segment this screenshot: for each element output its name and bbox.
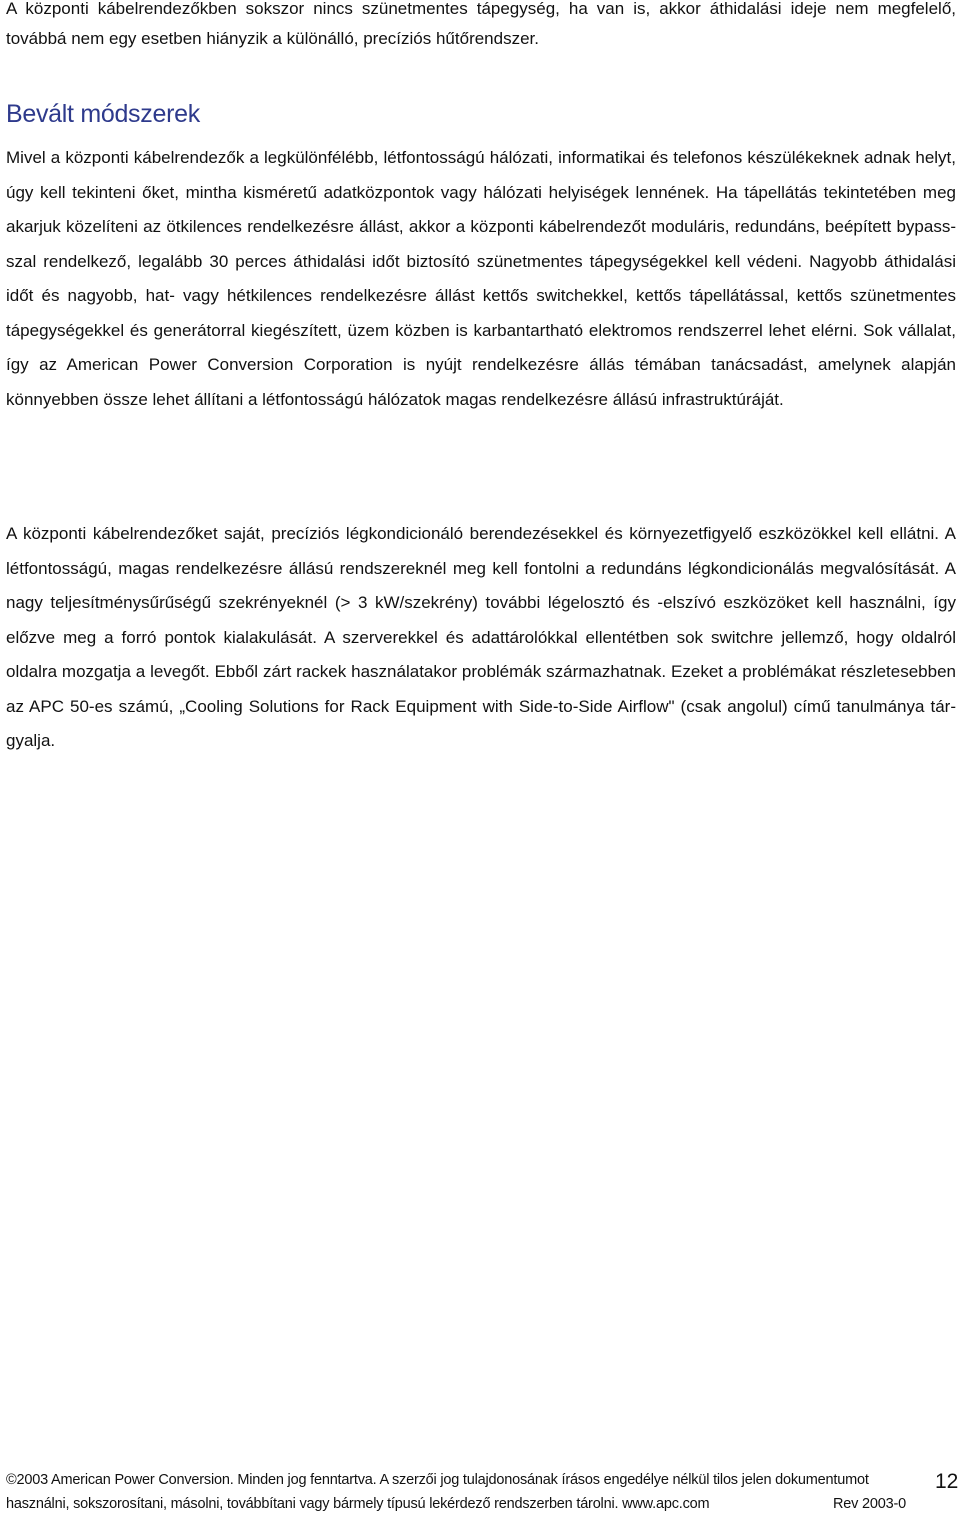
usage-line — [6, 1492, 906, 1516]
usage-text: használni, sokszorosítani, másolni, továbbítani vagy bármely típusú lekérdező rendszerben tárolni. www.apc.com — [6, 1496, 710, 1512]
copyright-line — [6, 1468, 906, 1492]
section-heading: Bevált módszerek — [6, 100, 200, 128]
methods-paragraph: Mivel a központi kábelrendezők a legkülönfélébb, létfontosságú hálózati, informatikai és telefonos készülékeknek adnak helyt, úgy kell tekinteni őket, mintha kisméretű adatközpontok vagy hálózati helyiségek lennének. Ha tápellátás tekintetében meg akarjuk közelíteni az ötkilences rendelkezésre állást, akkor a központi kábelrendezőt moduláris, redundáns, beépített bypass-szal rendelkező, legalább 30 perces áthidalási időt biztosító szünetmentes tápegységekkel kell védeni. Nagyobb áthidalási időt és nagyobb, hat- vagy hétkilences rendelkezésre állást kettős switchekkel, kettős tápellátással, kettős szünetmentes tápegységekkel és generátorral kiegészített, üzem közben is karbantartható elektromos rendszerrel lehet elérni. Sok vállalat, így az American Power Conversion Corporation is nyújt rendelkezésre állás témában tanácsadást, amelynek alapján könnyebben össze lehet állítani a létfontosságú hálózatok magas rendelkezésre állású infrastruktúráját. — [6, 148, 956, 409]
revision-label: Rev 2003-0 — [833, 1496, 906, 1512]
cooling-paragraph: A központi kábelrendezőket saját, precíziós légkondicionáló berendezésekkel és környezetfigyelő eszközökkel kell ellátni. A létfontosságú, magas rendelkezésre állású rendszereknél meg kell fontolni a redundáns légkondicionálás megvalósítását. A nagy teljesítménysűrűségű szekrényeknél (> 3 kW/szekrény) további légelosztó és -elszívó eszközöket kell használni, így előzve meg a forró pontok kialakulását. A szerverekkel és adattárolókkal ellentétben sok switchre jellemző, hogy oldalról oldalra mozgatja a levegőt. Ebből zárt rackek használatakor problémák származhatnak. Ezeket a problémákat részletesebben az APC 50-es számú, „Cooling Solutions for Rack Equipment with Side-to-Side Airflow" (csak angolul) című tanulmánya tárgyalja. — [6, 524, 956, 750]
page-number: 12 — [935, 1470, 959, 1493]
copyright-symbol-icon: © — [6, 1472, 17, 1488]
copyright-text: 2003 American Power Conversion. Minden jog fenntartva. A szerzői jog tulajdonosának írásos engedélye nélkül tilos jelen dokumentumot — [16, 1472, 869, 1488]
intro-paragraph: A központi kábelrendezőkben sokszor nincs szünetmentes tápegység, ha van is, akkor áthidalási ideje nem megfelelő, továbbá nem egy esetben hiányzik a különálló, precíziós hűtőrendszer. — [6, 0, 956, 48]
page-footer — [6, 1468, 906, 1516]
